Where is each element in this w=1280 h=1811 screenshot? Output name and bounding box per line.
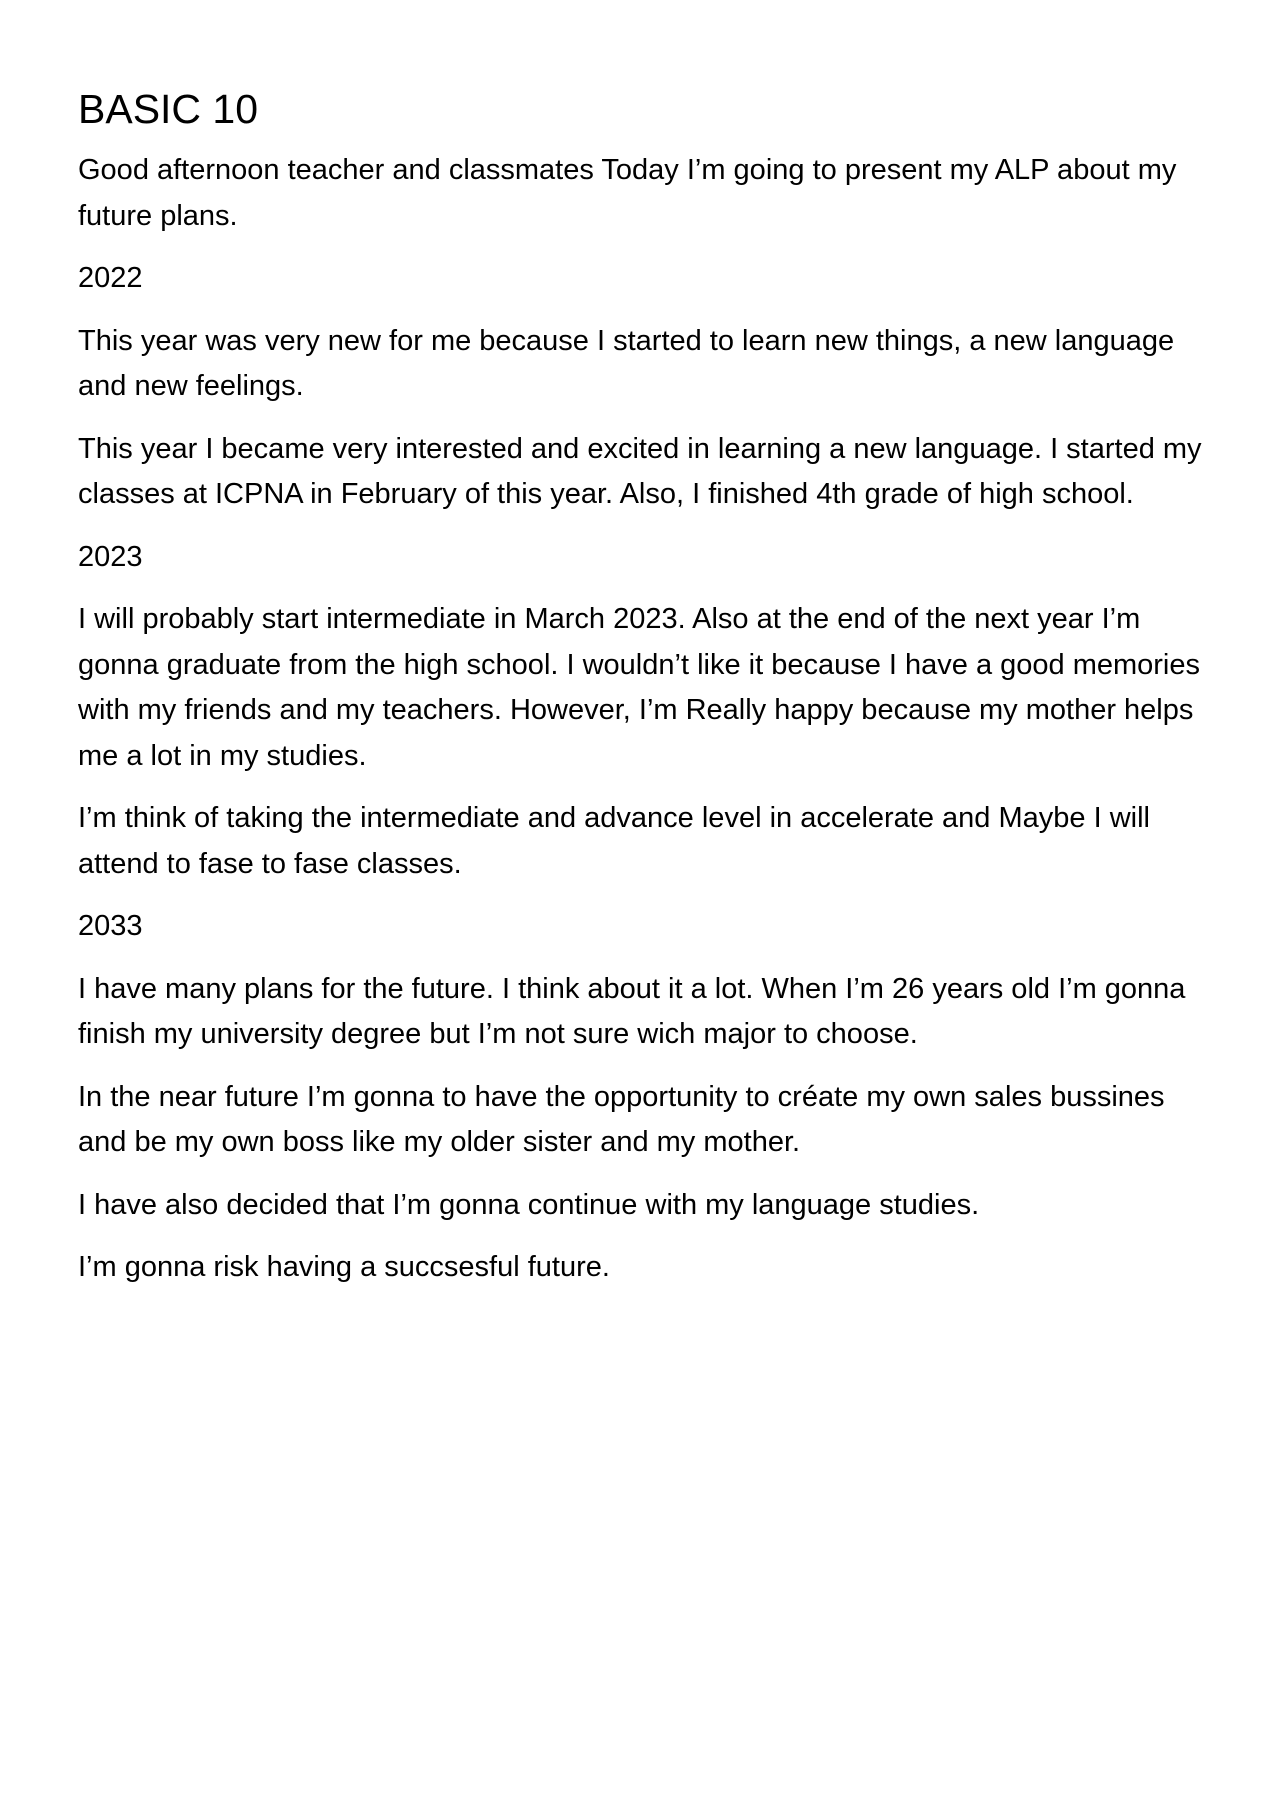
document-title: BASIC 10	[78, 86, 259, 132]
closing-paragraph: I’m gonna risk having a succsesful future.	[78, 1251, 610, 1283]
paragraph-2033-plans: I have many plans for the future. I think about it a lot. When I’m 26 years old I’m gonna finish my university degree but I’m not sure wich major to choose.	[78, 972, 1186, 1050]
paragraph-2022-new-things: This year was very new for me because I started to learn new things, a new language and new feelings.	[78, 324, 1175, 402]
year-heading-2033: 2033	[78, 910, 143, 942]
year-heading-2023: 2023	[78, 540, 143, 573]
paragraph-2033-business: In the near future I’m gonna to have the opportunity to créate my own sales bussines and be my own boss like my older sister and my mother.	[78, 1080, 1165, 1158]
year-heading-2022: 2022	[78, 262, 143, 294]
intro-paragraph: Good afternoon teacher and classmates Today I’m going to present my ALP about my future plans.	[78, 154, 1177, 232]
paragraph-2022-language: This year I became very interested and excited in learning a new language. I started my classes at ICPNA in February of this year. Also, I finished 4th grade of high school.	[78, 432, 1202, 510]
paragraph-2023-intermediate: I will probably start intermediate in March 2023. Also at the end of the next year I’m gonna graduate from the high school. I wouldn’t like it because I have a good memories with my friends and my teachers. However, I’m Really happy because my mother helps me a lot in my studies.	[78, 603, 1201, 772]
paragraph-2023-levels: I’m think of taking the intermediate and advance level in accelerate and Maybe I will attend to fase to fase classes.	[78, 802, 1150, 880]
paragraph-2033-language: I have also decided that I’m gonna continue with my language studies.	[78, 1188, 980, 1221]
document-page	[78, 80, 1218, 1308]
